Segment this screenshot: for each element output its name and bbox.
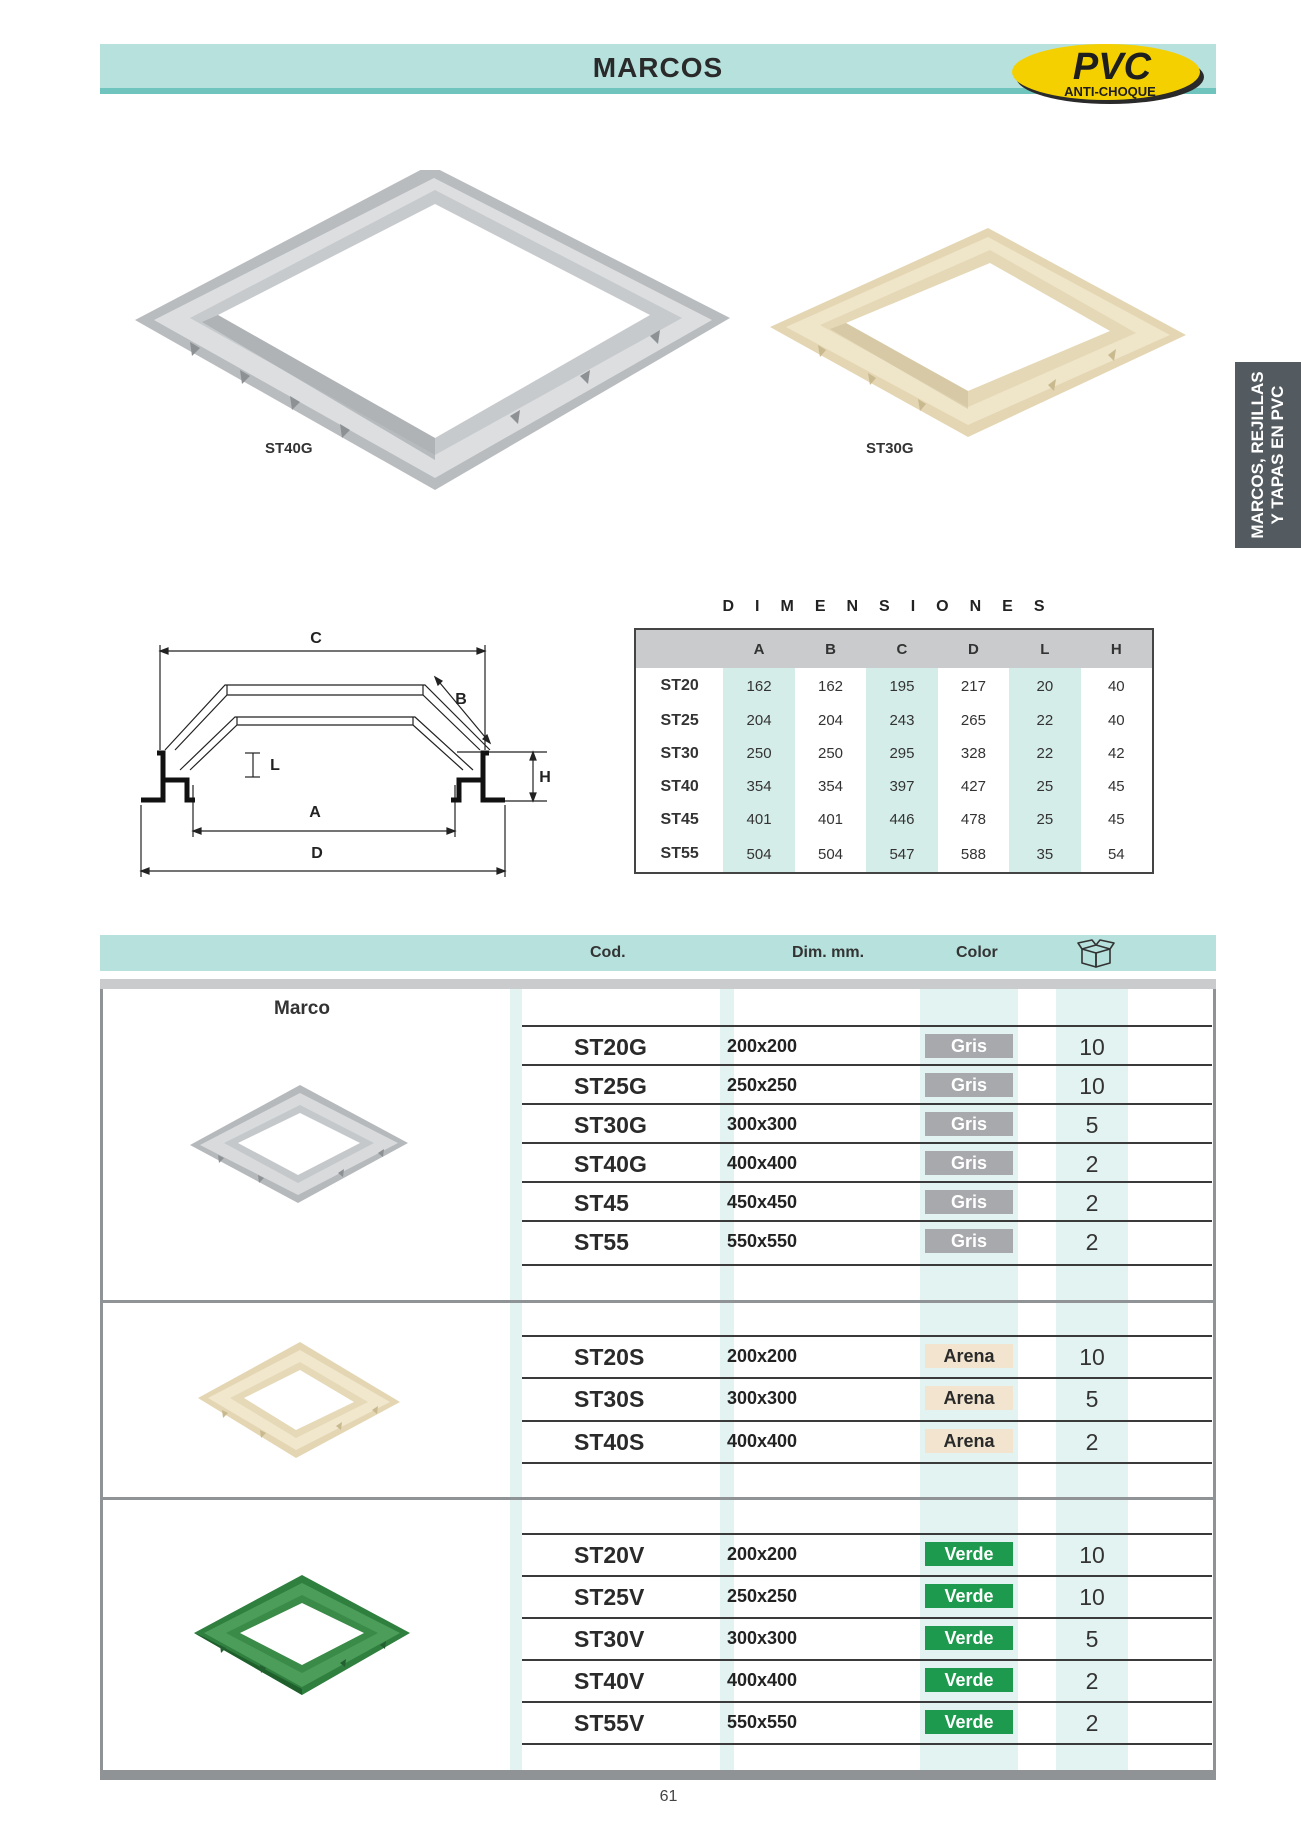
- dim-value: 40: [1107, 712, 1125, 729]
- pack-quantity: 5: [1085, 1626, 1099, 1652]
- pack-quantity: 2: [1085, 1429, 1099, 1455]
- color-badge: Verde: [925, 1710, 1013, 1734]
- color-badge: Verde: [925, 1584, 1013, 1608]
- marco-label: Marco: [274, 998, 330, 1019]
- row-divider: [522, 1335, 1212, 1337]
- dim-value: 446: [866, 803, 937, 836]
- dim-value: 250: [723, 737, 794, 770]
- diagram-label-d: D: [311, 845, 323, 862]
- product-row[interactable]: [522, 1223, 1212, 1261]
- dim-col-header: C: [866, 630, 937, 668]
- dim-value: 427: [960, 778, 986, 795]
- product-dimensions: 400x400: [726, 1670, 798, 1690]
- dim-model: ST40: [660, 777, 699, 795]
- dim-value: 397: [866, 770, 937, 803]
- pack-quantity: 10: [1079, 1344, 1105, 1370]
- dim-value: 162: [817, 677, 844, 695]
- dim-value: 401: [723, 803, 794, 836]
- row-divider: [522, 1025, 1212, 1027]
- dim-model: ST45: [660, 810, 699, 828]
- color-badge: Gris: [925, 1229, 1013, 1253]
- dim-col-header: A: [723, 630, 794, 668]
- color-badge: Verde: [925, 1668, 1013, 1692]
- color-badge: Arena: [925, 1344, 1013, 1368]
- dim-value: 22: [1009, 737, 1080, 770]
- gray-frame-thumbnail: [188, 1083, 410, 1205]
- gray-frame-photo: [130, 170, 735, 515]
- table-row: [636, 668, 1152, 704]
- product-code: ST40V: [574, 1668, 645, 1694]
- pack-quantity: 2: [1085, 1151, 1099, 1177]
- dim-value: 22: [1009, 704, 1080, 737]
- dim-value: 588: [960, 845, 986, 863]
- dim-value: 204: [723, 704, 794, 737]
- dim-value: 40: [1107, 677, 1125, 695]
- row-divider: [522, 1575, 1212, 1577]
- color-badge: Arena: [925, 1386, 1013, 1410]
- box-icon: [1076, 939, 1116, 969]
- row-divider: [522, 1064, 1212, 1066]
- dim-value: 25: [1009, 803, 1080, 836]
- product-code: ST25V: [574, 1584, 645, 1610]
- row-divider: [522, 1420, 1212, 1422]
- dim-value: 250: [817, 745, 844, 762]
- dim-value: 20: [1009, 668, 1080, 704]
- pack-quantity: 5: [1085, 1386, 1099, 1412]
- pack-quantity: 2: [1085, 1668, 1099, 1694]
- green-frame-thumbnail: [192, 1573, 412, 1697]
- color-badge: Verde: [925, 1542, 1013, 1566]
- page-title: MARCOS: [592, 52, 724, 83]
- dim-value: 328: [960, 745, 986, 762]
- dim-value: 547: [866, 836, 937, 872]
- col-header-dim: Dim. mm.: [792, 944, 865, 961]
- dimensions-header-row: [636, 630, 1152, 668]
- color-badge: Gris: [925, 1151, 1013, 1175]
- pvc-anti-choque-logo: [1010, 41, 1206, 105]
- product-dimensions: 200x200: [726, 1346, 798, 1366]
- row-divider: [522, 1220, 1212, 1222]
- product-dimensions: 300x300: [726, 1114, 798, 1134]
- dim-model: ST20: [660, 677, 699, 694]
- gray-frame-label: ST40G: [265, 440, 313, 457]
- dim-value: 35: [1009, 836, 1080, 872]
- pack-quantity: 2: [1085, 1710, 1099, 1736]
- product-row[interactable]: [522, 1662, 1212, 1700]
- row-divider: [522, 1264, 1212, 1266]
- row-divider: [522, 1462, 1212, 1464]
- product-dimensions: 300x300: [726, 1628, 798, 1648]
- product-row[interactable]: [522, 1423, 1212, 1461]
- row-divider: [522, 1743, 1212, 1745]
- products-table-bottom: [100, 1770, 1216, 1780]
- dim-value: 45: [1107, 811, 1125, 828]
- diagram-label-c: C: [310, 630, 322, 647]
- product-row[interactable]: [522, 1704, 1212, 1742]
- product-code: ST20S: [574, 1344, 645, 1370]
- group-separator: [100, 1300, 1216, 1303]
- dimensions-header-blank: [636, 630, 723, 668]
- side-tab-text: MARCOS, REJILLAS Y TAPAS EN PVC: [1248, 371, 1287, 539]
- product-dimensions: 400x400: [726, 1431, 798, 1451]
- dim-value: 478: [960, 811, 986, 828]
- col-header-color: Color: [956, 944, 998, 961]
- badge-main-text: PVC: [1072, 46, 1152, 88]
- beige-frame-label: ST30G: [866, 440, 914, 457]
- product-code: ST30S: [574, 1386, 645, 1412]
- row-divider: [522, 1142, 1212, 1144]
- side-section-tab[interactable]: [1235, 362, 1301, 548]
- product-row[interactable]: [522, 1028, 1212, 1066]
- product-row[interactable]: [522, 1536, 1212, 1574]
- product-row[interactable]: [522, 1578, 1212, 1616]
- product-code: ST45: [574, 1190, 629, 1216]
- dim-value: 42: [1107, 745, 1125, 762]
- dim-value: 295: [866, 737, 937, 770]
- dim-value: 217: [960, 677, 986, 695]
- col-header-cod: Cod.: [590, 944, 626, 961]
- table-row: [636, 704, 1152, 737]
- row-divider: [522, 1377, 1212, 1379]
- row-divider: [522, 1659, 1212, 1661]
- dim-value: 265: [960, 712, 986, 729]
- products-header-gap: [100, 979, 1216, 989]
- color-badge: Gris: [925, 1112, 1013, 1136]
- dim-value: 25: [1009, 770, 1080, 803]
- table-row: [636, 770, 1152, 803]
- page-number: 61: [659, 1788, 678, 1805]
- product-code: ST30G: [574, 1112, 647, 1138]
- dim-model: ST25: [660, 711, 699, 729]
- row-divider: [522, 1617, 1212, 1619]
- table-row: [636, 803, 1152, 836]
- pack-quantity: 2: [1085, 1190, 1099, 1216]
- product-dimensions: 400x400: [726, 1153, 798, 1173]
- product-dimensions: 450x450: [726, 1192, 798, 1212]
- color-badge: Gris: [925, 1190, 1013, 1214]
- dim-value: 401: [817, 811, 844, 828]
- diagram-label-b: B: [455, 691, 467, 708]
- dim-value: 195: [866, 668, 937, 704]
- beige-frame-thumbnail: [196, 1340, 402, 1462]
- group-separator: [100, 1497, 1216, 1500]
- column-band: [510, 989, 522, 1770]
- dim-col-header: H: [1110, 640, 1122, 658]
- dimensions-heading: DIMENSIONES: [722, 598, 1066, 615]
- dim-col-header: B: [825, 640, 836, 658]
- color-badge: Arena: [925, 1429, 1013, 1453]
- dim-value: 504: [817, 845, 844, 863]
- color-badge: Verde: [925, 1626, 1013, 1650]
- pack-quantity: 10: [1079, 1034, 1105, 1060]
- pack-quantity: 10: [1079, 1073, 1105, 1099]
- product-code: ST20G: [574, 1034, 647, 1060]
- row-divider: [522, 1181, 1212, 1183]
- dimensions-table: [634, 628, 1154, 874]
- dim-value: 354: [817, 778, 844, 795]
- beige-frame-photo: [768, 225, 1188, 445]
- products-table-header: [100, 935, 1216, 971]
- product-row[interactable]: [522, 1106, 1212, 1144]
- dim-value: 45: [1107, 778, 1125, 795]
- pack-quantity: 10: [1079, 1584, 1105, 1610]
- product-dimensions: 200x200: [726, 1036, 798, 1056]
- color-badge: Gris: [925, 1073, 1013, 1097]
- product-row[interactable]: [522, 1184, 1212, 1222]
- diagram-label-l: L: [270, 757, 280, 774]
- product-code: ST25G: [574, 1073, 647, 1099]
- pack-quantity: 5: [1085, 1112, 1099, 1138]
- frame-section-diagram: [135, 625, 565, 885]
- product-code: ST55: [574, 1229, 629, 1255]
- dim-col-header: D: [967, 640, 979, 658]
- product-code: ST40G: [574, 1151, 647, 1177]
- dim-value: 243: [866, 704, 937, 737]
- product-row[interactable]: [522, 1620, 1212, 1658]
- product-dimensions: 550x550: [726, 1231, 798, 1251]
- diagram-label-a: A: [309, 804, 321, 821]
- product-row[interactable]: [522, 1145, 1212, 1183]
- table-row: [636, 836, 1152, 872]
- badge-sub-text: ANTI-CHOQUE: [1064, 84, 1156, 99]
- product-dimensions: 250x250: [726, 1075, 798, 1095]
- row-divider: [522, 1533, 1212, 1535]
- product-row[interactable]: [522, 1380, 1212, 1418]
- dim-value: 162: [723, 668, 794, 704]
- product-dimensions: 250x250: [726, 1586, 798, 1606]
- product-row[interactable]: [522, 1067, 1212, 1105]
- product-code: ST40S: [574, 1429, 645, 1455]
- row-divider: [522, 1103, 1212, 1105]
- dim-value: 504: [723, 836, 794, 872]
- product-dimensions: 300x300: [726, 1388, 798, 1408]
- dim-value: 354: [723, 770, 794, 803]
- color-badge: Gris: [925, 1034, 1013, 1058]
- pack-quantity: 2: [1085, 1229, 1099, 1255]
- product-code: ST55V: [574, 1710, 645, 1736]
- table-row: [636, 737, 1152, 770]
- row-divider: [522, 1701, 1212, 1703]
- product-dimensions: 200x200: [726, 1544, 798, 1564]
- pack-quantity: 10: [1079, 1542, 1105, 1568]
- product-code: ST30V: [574, 1626, 645, 1652]
- product-dimensions: 550x550: [726, 1712, 798, 1732]
- dim-value: 54: [1107, 845, 1125, 863]
- product-code: ST20V: [574, 1542, 645, 1568]
- dim-value: 204: [817, 712, 844, 729]
- dim-model: ST55: [660, 845, 699, 862]
- product-row[interactable]: [522, 1338, 1212, 1376]
- dim-col-header: L: [1009, 630, 1080, 668]
- dim-model: ST30: [660, 744, 699, 762]
- diagram-label-h: H: [539, 769, 551, 786]
